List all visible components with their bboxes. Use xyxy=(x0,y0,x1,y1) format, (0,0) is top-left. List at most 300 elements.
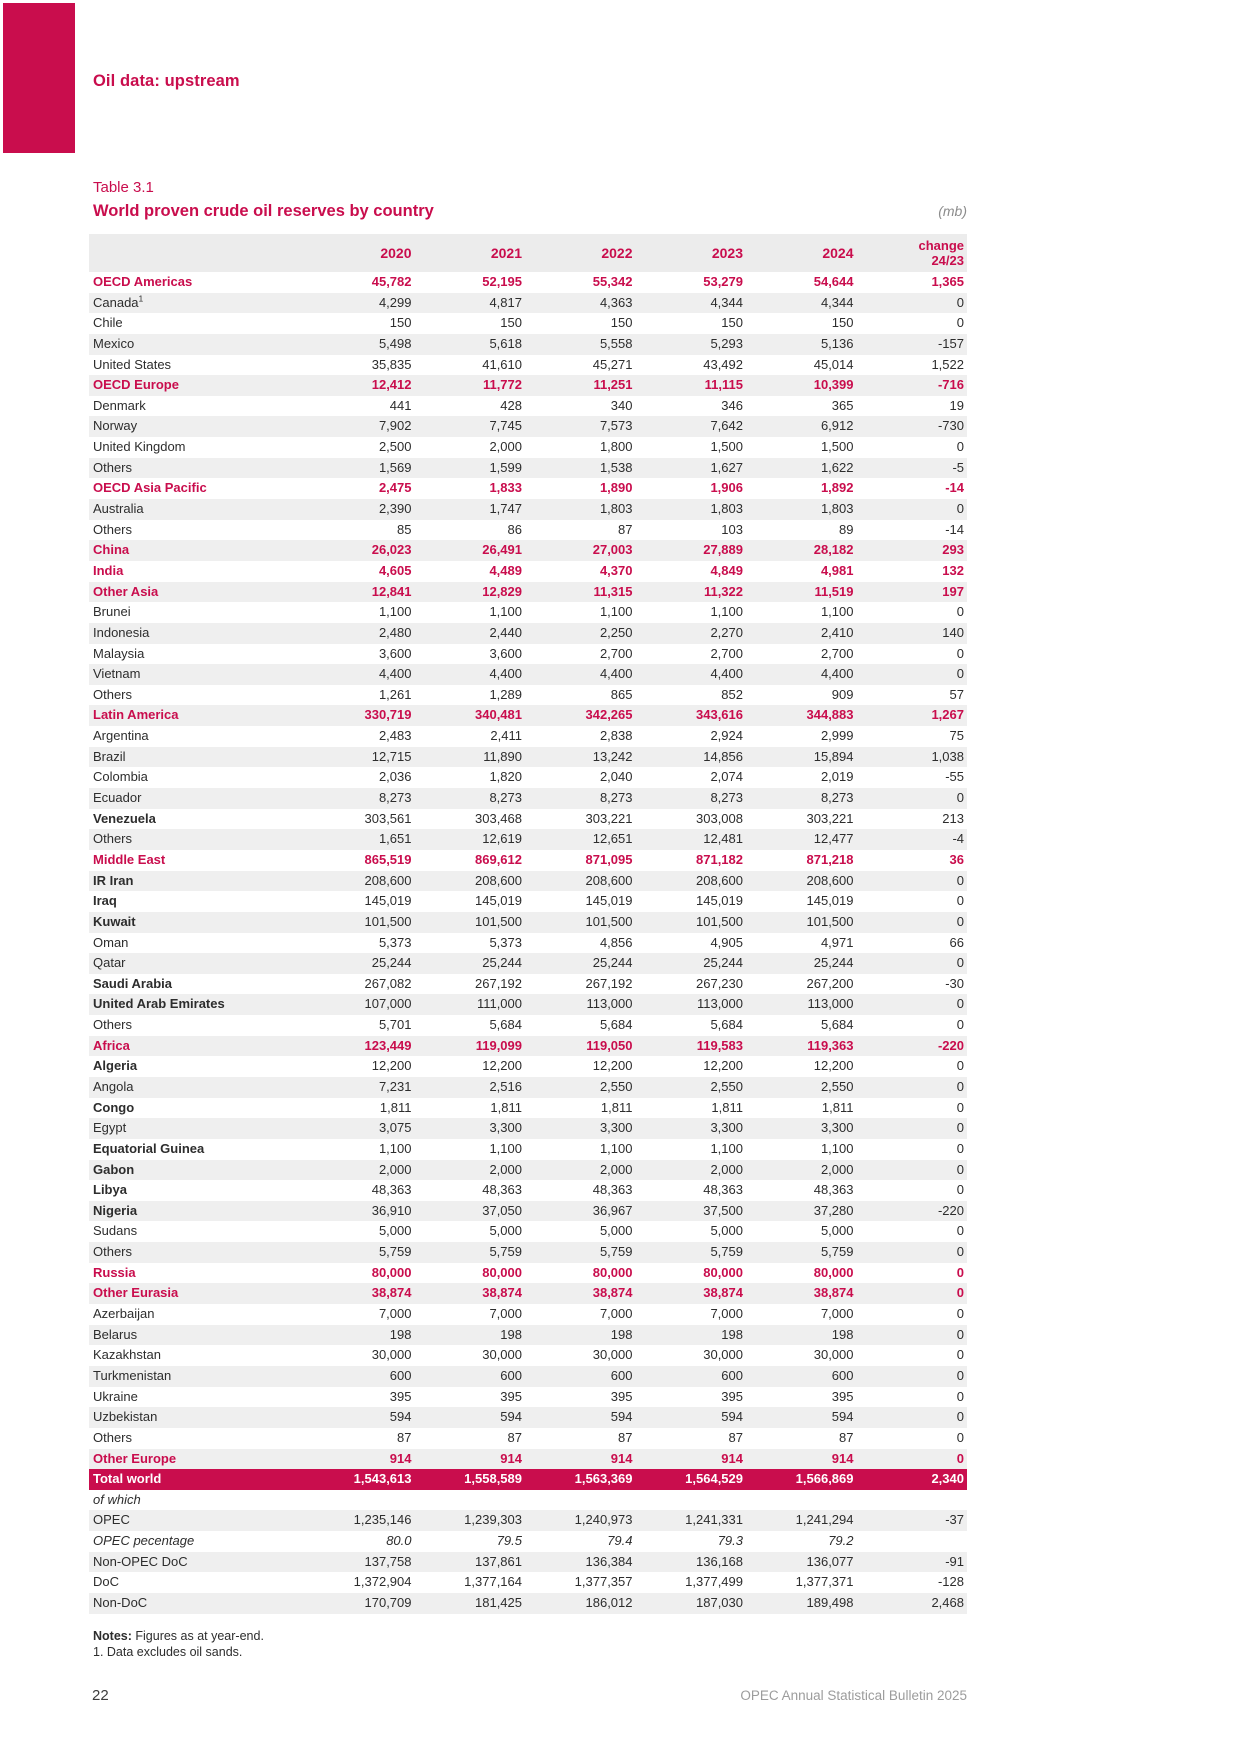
cell-value: 1,267 xyxy=(931,707,964,723)
row-label: Other Eurasia xyxy=(93,1285,179,1301)
cell-value: 852 xyxy=(721,686,743,702)
table-row xyxy=(89,767,967,788)
cell-value: 19 xyxy=(949,397,964,413)
table-row xyxy=(89,850,967,871)
cell-value: 119,363 xyxy=(807,1037,854,1053)
cell-value: 2,410 xyxy=(820,624,854,640)
cell-value: 293 xyxy=(942,542,964,558)
cell-value: 41,610 xyxy=(482,356,522,372)
cell-value: 12,200 xyxy=(371,1058,412,1074)
row-label: Middle East xyxy=(93,851,166,867)
cell-value: 4,981 xyxy=(820,562,854,578)
cell-value: 10,399 xyxy=(813,377,854,393)
title-row xyxy=(89,202,967,221)
cell-value: 871,218 xyxy=(806,851,854,867)
cell-value: 4,400 xyxy=(378,666,412,682)
cell-value: 7,642 xyxy=(710,418,743,434)
table-row xyxy=(89,1056,967,1077)
row-label: Mexico xyxy=(93,335,135,351)
cell-value: 186,012 xyxy=(585,1595,633,1610)
cell-value: -4 xyxy=(952,831,964,847)
cell-value: 1,566,869 xyxy=(795,1471,854,1487)
cell-value: 7,745 xyxy=(489,418,522,434)
cell-value: 12,651 xyxy=(592,831,633,847)
cell-value: 12,481 xyxy=(703,831,743,847)
cell-value: 1,651 xyxy=(378,831,412,847)
cell-value: 0 xyxy=(956,893,964,909)
cell-value: 14,856 xyxy=(703,748,743,764)
cell-value: 145,019 xyxy=(585,893,633,909)
cell-value: 6,912 xyxy=(820,418,854,434)
cell-value: 101,500 xyxy=(806,913,854,929)
cell-value: 137,861 xyxy=(475,1553,522,1569)
cell-value: -730 xyxy=(937,418,964,434)
cell-value: 2,000 xyxy=(820,1161,854,1177)
cell-value: 4,605 xyxy=(378,562,412,578)
cell-value: 145,019 xyxy=(806,893,854,909)
cell-value: 57 xyxy=(949,686,964,702)
table-row xyxy=(89,1510,967,1531)
cell-value: 441 xyxy=(389,397,412,413)
cell-value: 5,373 xyxy=(489,934,522,950)
cell-value: 1,100 xyxy=(599,604,633,620)
cell-value: 198 xyxy=(610,1326,633,1342)
cell-value: -91 xyxy=(945,1553,964,1569)
table-row xyxy=(89,1098,967,1119)
cell-value: 5,000 xyxy=(489,1223,522,1239)
cell-value: 12,200 xyxy=(592,1058,633,1074)
cell-value: 45,014 xyxy=(813,356,854,372)
cell-value: 1,377,371 xyxy=(795,1574,854,1590)
cell-value: 0 xyxy=(956,1182,964,1198)
table-row xyxy=(89,891,967,912)
cell-value: 5,684 xyxy=(820,1017,854,1033)
cell-value: 12,200 xyxy=(482,1058,522,1074)
cell-value: 25,244 xyxy=(703,955,743,971)
cell-value: 30,000 xyxy=(813,1347,854,1363)
cell-value: 340 xyxy=(610,397,633,413)
row-label: Brazil xyxy=(93,748,126,764)
cell-value: 2,440 xyxy=(489,624,522,640)
cell-value: 2,000 xyxy=(599,1161,633,1177)
cell-value: 1,500 xyxy=(710,439,743,455)
cell-value: 30,000 xyxy=(482,1347,522,1363)
cell-value: 0 xyxy=(956,666,964,682)
footer-title: OPEC Annual Statistical Bulletin 2025 xyxy=(740,1688,967,1703)
cell-value: 11,772 xyxy=(482,377,522,393)
row-label: Brunei xyxy=(93,604,131,620)
cell-value: 0 xyxy=(956,604,964,620)
row-label: Iraq xyxy=(93,893,117,909)
footnote: 1. Data excludes oil sands. xyxy=(93,1645,243,1660)
cell-value: 37,280 xyxy=(813,1202,854,1218)
cell-value: 428 xyxy=(500,397,522,413)
table-row xyxy=(89,1242,967,1263)
cell-value: 30,000 xyxy=(703,1347,743,1363)
table-header-row xyxy=(89,234,967,272)
cell-value: 2,475 xyxy=(378,480,412,496)
cell-value: 43,492 xyxy=(703,356,743,372)
cell-value: 25,244 xyxy=(482,955,522,971)
cell-value: 1,627 xyxy=(710,459,743,475)
cell-value: 346 xyxy=(721,397,743,413)
table-row xyxy=(89,1531,967,1552)
cell-value: 101,500 xyxy=(696,913,743,929)
table-row xyxy=(89,644,967,665)
cell-value: 914 xyxy=(721,1450,743,1466)
cell-value: 150 xyxy=(610,315,633,331)
table-row xyxy=(89,933,967,954)
row-label: Total world xyxy=(93,1471,162,1487)
cell-value: 395 xyxy=(389,1388,412,1404)
cell-value: 1,543,613 xyxy=(353,1471,412,1487)
table-row xyxy=(89,1552,967,1573)
cell-value: 198 xyxy=(500,1326,522,1342)
cell-value: 2,270 xyxy=(710,624,743,640)
cell-value: 5,684 xyxy=(599,1017,633,1033)
notes-text: Figures as at year-end. xyxy=(131,1628,264,1643)
chapter-section-label: Oil data: upstream xyxy=(93,72,240,90)
cell-value: 1,906 xyxy=(710,480,743,496)
cell-value: 0 xyxy=(956,645,964,661)
table-row xyxy=(89,540,967,561)
cell-value: 38,874 xyxy=(371,1285,412,1301)
row-label: IR Iran xyxy=(93,872,134,888)
cell-value: 2,999 xyxy=(820,728,854,744)
cell-value: 5,759 xyxy=(820,1244,854,1260)
cell-value: 2,550 xyxy=(820,1078,854,1094)
cell-value: 5,759 xyxy=(599,1244,633,1260)
row-label: Belarus xyxy=(93,1326,138,1342)
row-label: Argentina xyxy=(93,728,149,744)
cell-value: 303,221 xyxy=(585,810,633,826)
cell-value: 48,363 xyxy=(482,1182,522,1198)
row-label: Other Asia xyxy=(93,583,159,599)
cell-value: 365 xyxy=(831,397,854,413)
cell-value: 101,500 xyxy=(475,913,522,929)
cell-value: 170,709 xyxy=(364,1595,412,1610)
cell-value: 79.3 xyxy=(717,1533,743,1549)
cell-value: 197 xyxy=(942,583,964,599)
cell-value: 5,759 xyxy=(378,1244,412,1260)
cell-value: 113,000 xyxy=(586,996,633,1012)
cell-value: 0 xyxy=(956,1450,964,1466)
row-label: Australia xyxy=(93,501,144,517)
chapter-color-block xyxy=(3,3,75,153)
row-label: Oman xyxy=(93,934,129,950)
table-row xyxy=(89,1345,967,1366)
row-label: Denmark xyxy=(93,397,146,413)
row-label: Others xyxy=(93,521,133,537)
cell-value: 15,894 xyxy=(813,748,854,764)
cell-value: 103 xyxy=(721,521,743,537)
cell-value: 5,293 xyxy=(710,335,743,351)
cell-value: 2,040 xyxy=(599,769,633,785)
cell-value: 1,100 xyxy=(378,604,412,620)
cell-value: 4,400 xyxy=(599,666,633,682)
table-row xyxy=(89,912,967,933)
cell-value: 395 xyxy=(721,1388,743,1404)
cell-value: 86 xyxy=(507,521,522,537)
reserves-table-body xyxy=(89,272,967,1614)
cell-value: 1,564,529 xyxy=(685,1471,743,1487)
cell-value: -5 xyxy=(952,459,964,475)
cell-value: 35,835 xyxy=(371,356,412,372)
row-label: Latin America xyxy=(93,707,179,723)
cell-value: 1,892 xyxy=(820,480,854,496)
cell-value: 198 xyxy=(389,1326,412,1342)
cell-value: 1,563,369 xyxy=(574,1471,633,1487)
cell-value: 137,758 xyxy=(364,1553,412,1569)
row-label: Others xyxy=(93,459,133,475)
cell-value: 12,715 xyxy=(371,748,412,764)
table-row xyxy=(89,809,967,830)
cell-value: 25,244 xyxy=(371,955,412,971)
cell-value: 1,747 xyxy=(489,501,522,517)
cell-value: 28,182 xyxy=(813,542,854,558)
cell-value: 2,411 xyxy=(490,728,522,744)
cell-value: 75 xyxy=(949,728,964,744)
row-label: China xyxy=(93,542,130,558)
table-row xyxy=(89,788,967,809)
cell-value: 1,372,904 xyxy=(353,1574,412,1590)
table-row xyxy=(89,726,967,747)
cell-value: 2,000 xyxy=(489,1161,522,1177)
cell-value: 871,095 xyxy=(585,851,633,867)
row-label: OECD Asia Pacific xyxy=(93,480,207,496)
cell-value: 0 xyxy=(956,501,964,517)
cell-value: 1,820 xyxy=(489,769,522,785)
cell-value: 0 xyxy=(956,315,964,331)
table-row xyxy=(89,1077,967,1098)
cell-value: 2,700 xyxy=(820,645,854,661)
cell-value: 4,400 xyxy=(710,666,743,682)
cell-value: 132 xyxy=(942,562,964,578)
row-label: Indonesia xyxy=(93,624,150,640)
table-row xyxy=(89,747,967,768)
cell-value: 343,616 xyxy=(696,707,743,723)
cell-value: 0 xyxy=(956,1140,964,1156)
cell-value: 865 xyxy=(610,686,633,702)
cell-value: 5,618 xyxy=(489,335,522,351)
table-row xyxy=(89,974,967,995)
cell-value: 150 xyxy=(831,315,854,331)
cell-value: 1,522 xyxy=(931,356,964,372)
cell-value: 2,468 xyxy=(931,1595,964,1610)
cell-value: 395 xyxy=(831,1388,854,1404)
cell-value: 79.4 xyxy=(607,1533,633,1549)
cell-value: 5,684 xyxy=(710,1017,743,1033)
table-number: Table 3.1 xyxy=(93,179,154,196)
table-row xyxy=(89,1160,967,1181)
row-label: Others xyxy=(93,1429,133,1445)
cell-value: 12,200 xyxy=(703,1058,743,1074)
table-row xyxy=(89,561,967,582)
cell-value: -157 xyxy=(937,335,964,351)
row-label: United States xyxy=(93,356,172,372)
cell-value: 1,038 xyxy=(931,748,964,764)
cell-value: 1,803 xyxy=(820,501,854,517)
cell-value: 12,412 xyxy=(371,377,412,393)
cell-value: 1,803 xyxy=(710,501,743,517)
table-row xyxy=(89,1036,967,1057)
header-year-2021: 2021 xyxy=(490,245,522,261)
table-row xyxy=(89,1201,967,1222)
header-change-line2: 24/23 xyxy=(931,253,964,268)
cell-value: 0 xyxy=(956,872,964,888)
cell-value: 87 xyxy=(507,1429,522,1445)
cell-value: 5,136 xyxy=(820,335,854,351)
cell-value: 48,363 xyxy=(703,1182,743,1198)
cell-value: 1,599 xyxy=(489,459,522,475)
table-row xyxy=(89,1469,967,1490)
cell-value: 37,500 xyxy=(703,1202,743,1218)
cell-value: 869,612 xyxy=(475,851,522,867)
cell-value: 1,100 xyxy=(599,1140,633,1156)
cell-value: 0 xyxy=(956,1409,964,1425)
cell-value: 87 xyxy=(618,521,633,537)
row-label: Congo xyxy=(93,1099,135,1115)
row-label: Libya xyxy=(93,1182,127,1198)
cell-value: 2,340 xyxy=(931,1471,964,1487)
cell-value: 4,299 xyxy=(378,294,412,310)
cell-value: 208,600 xyxy=(806,872,854,888)
cell-value: 0 xyxy=(956,1223,964,1239)
cell-value: 1,833 xyxy=(489,480,522,496)
table-row xyxy=(89,1263,967,1284)
cell-value: 303,008 xyxy=(696,810,743,826)
table-row xyxy=(89,994,967,1015)
cell-value: 52,195 xyxy=(482,274,522,289)
cell-value: 1,100 xyxy=(710,1140,743,1156)
cell-value: 1,235,146 xyxy=(353,1512,412,1528)
cell-value: 600 xyxy=(831,1367,854,1383)
cell-value: 11,251 xyxy=(593,377,633,393)
header-year-2023: 2023 xyxy=(711,245,743,261)
row-label: Azerbaijan xyxy=(93,1306,155,1322)
table-row xyxy=(89,437,967,458)
cell-value: 85 xyxy=(397,521,412,537)
cell-value: 1,100 xyxy=(710,604,743,620)
cell-value: 113,000 xyxy=(807,996,854,1012)
cell-value: 2,480 xyxy=(378,624,412,640)
cell-value: 80,000 xyxy=(371,1264,412,1280)
cell-value: 25,244 xyxy=(813,955,854,971)
cell-value: -14 xyxy=(945,480,964,496)
table-row xyxy=(89,1304,967,1325)
cell-value: 66 xyxy=(949,934,964,950)
cell-value: 303,561 xyxy=(364,810,412,826)
cell-value: 89 xyxy=(839,521,854,537)
table-row xyxy=(89,1428,967,1449)
row-label: India xyxy=(93,562,124,578)
cell-value: 3,300 xyxy=(820,1120,854,1136)
cell-value: 0 xyxy=(956,1388,964,1404)
cell-value: 1,289 xyxy=(489,686,522,702)
cell-value: 30,000 xyxy=(592,1347,633,1363)
table-row xyxy=(89,499,967,520)
cell-value: 0 xyxy=(956,1078,964,1094)
row-label: Colombia xyxy=(93,769,148,785)
cell-value: 145,019 xyxy=(475,893,522,909)
cell-value: 0 xyxy=(956,996,964,1012)
cell-value: 1,558,589 xyxy=(464,1471,522,1487)
cell-value: 2,000 xyxy=(489,439,522,455)
table-row xyxy=(89,375,967,396)
cell-value: 267,082 xyxy=(364,975,412,991)
cell-value: 3,300 xyxy=(489,1120,522,1136)
cell-value: 101,500 xyxy=(585,913,633,929)
table-row xyxy=(89,1325,967,1346)
table-row xyxy=(89,1572,967,1593)
cell-value: 0 xyxy=(956,294,964,310)
table-row xyxy=(89,520,967,541)
cell-value: 3,600 xyxy=(489,645,522,661)
cell-value: 8,273 xyxy=(378,790,412,806)
cell-value: 0 xyxy=(956,1285,964,1301)
cell-value: 0 xyxy=(956,1326,964,1342)
cell-value: 5,000 xyxy=(820,1223,854,1239)
cell-value: 11,519 xyxy=(814,583,854,599)
cell-value: 3,300 xyxy=(599,1120,633,1136)
cell-value: 27,889 xyxy=(703,542,743,558)
cell-value: 7,000 xyxy=(489,1306,522,1322)
cell-value: 5,759 xyxy=(710,1244,743,1260)
cell-value: 1,377,164 xyxy=(464,1574,522,1590)
cell-value: 8,273 xyxy=(489,790,522,806)
row-label: Sudans xyxy=(93,1223,138,1239)
cell-value: 1,377,357 xyxy=(574,1574,633,1590)
cell-value: 2,483 xyxy=(378,728,412,744)
cell-value: 5,701 xyxy=(378,1017,412,1033)
cell-value: 38,874 xyxy=(703,1285,743,1301)
cell-value: 344,883 xyxy=(806,707,854,723)
cell-value: 2,516 xyxy=(489,1078,522,1094)
cell-value: 2,500 xyxy=(378,439,412,455)
table-row xyxy=(89,829,967,850)
table-row xyxy=(89,1407,967,1428)
notes-line xyxy=(93,1628,967,1645)
cell-value: 1,239,303 xyxy=(464,1512,522,1528)
cell-value: 80,000 xyxy=(482,1264,522,1280)
cell-value: 48,363 xyxy=(371,1182,412,1198)
cell-value: 208,600 xyxy=(364,872,412,888)
cell-value: 7,000 xyxy=(378,1306,412,1322)
cell-value: 54,644 xyxy=(813,274,854,289)
cell-value: 7,573 xyxy=(599,418,633,434)
cell-value: 4,856 xyxy=(599,934,633,950)
cell-value: 1,500 xyxy=(820,439,854,455)
cell-value: 2,000 xyxy=(710,1161,743,1177)
table-row xyxy=(89,1387,967,1408)
cell-value: 5,000 xyxy=(599,1223,633,1239)
row-label: Non-OPEC DoC xyxy=(93,1553,188,1569)
cell-value: 4,370 xyxy=(599,562,633,578)
cell-value: 3,300 xyxy=(710,1120,743,1136)
cell-value: 1,811 xyxy=(821,1099,854,1115)
cell-value: 13,242 xyxy=(592,748,633,764)
cell-value: -37 xyxy=(945,1512,964,1528)
cell-value: 0 xyxy=(956,1306,964,1322)
cell-value: 213 xyxy=(942,810,964,826)
table-row xyxy=(89,1221,967,1242)
table-row xyxy=(89,953,967,974)
cell-value: 914 xyxy=(831,1450,854,1466)
cell-value: 4,400 xyxy=(489,666,522,682)
cell-value: 12,200 xyxy=(813,1058,854,1074)
cell-value: 36 xyxy=(949,851,964,867)
table-row xyxy=(89,458,967,479)
